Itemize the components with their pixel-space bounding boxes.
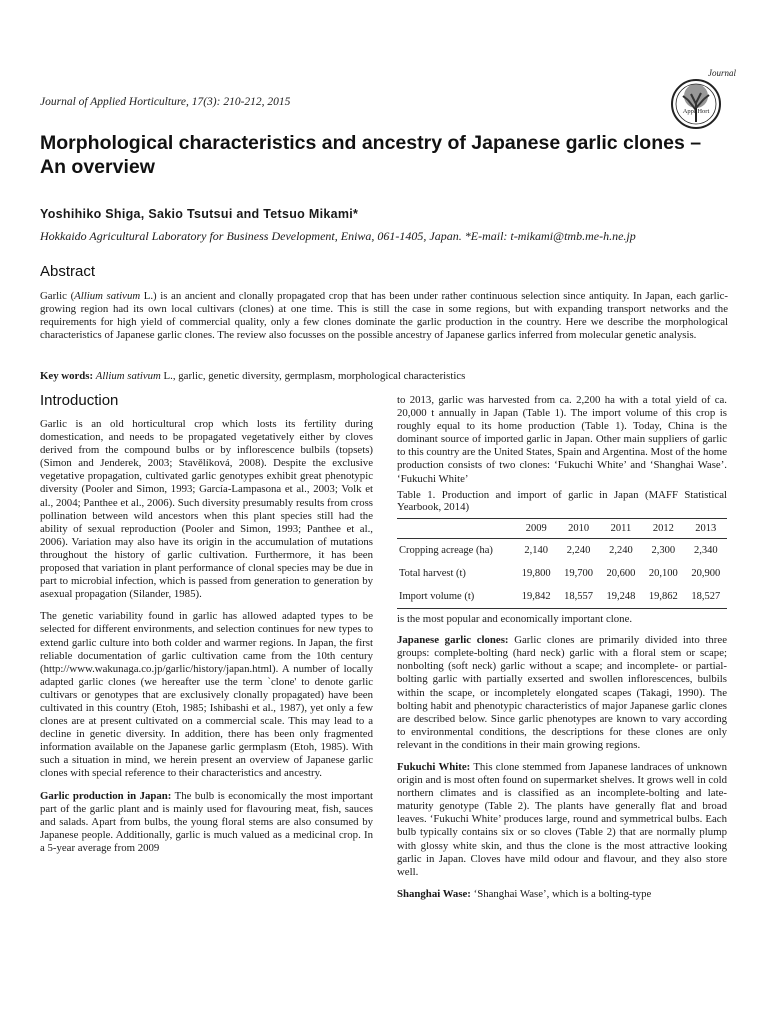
table-cell: 20,600 [606, 567, 636, 579]
table-header-year: 2011 [610, 522, 632, 534]
logo-appl-hort-text: Appl Hort [682, 108, 710, 115]
table-cell: 20,100 [648, 567, 678, 579]
table-cell: 18,527 [691, 590, 721, 602]
shanghai-wase-paragraph: Shanghai Wase: ‘Shanghai Wase’, which is a bolting-type [397, 887, 652, 900]
keywords: Key words: Allium sativum L., garlic, genetic diversity, germplasm, morphological characteristics [40, 370, 466, 382]
table-header-year: 2013 [695, 522, 717, 534]
table-header-year: 2010 [568, 522, 590, 534]
table-header-blank [397, 518, 515, 538]
author-list: Yoshihiko Shiga, Sakio Tsutsui and Tetsuo Mikami* [40, 207, 359, 221]
intro-paragraph-2: The genetic variability found in garlic has allowed adapted types to be selected for different environments, and selection continues for new types to extend garlic culture into both colder and warmer regions. In Japan, the first reliable documentation of garlic cultivation came from the 10th century (http://www.wakunaga.co.jp/garlic/history/japan.html). A number of locally adapted garlic clones (we hereafter use the term `clone' to denote garlic cultivars or genotypes that are exclusively clonally propagated) have been cultivated in this country (Etoh, 1985; Ishibashi et al., 1987), yet only a few clones are at present cultivated on a commercial scale. This may lead to a decline in genetic diversity. In addition, there has been only fragmented information available on the Japanese garlic germplasm (Etoh, 1985). With such a situation in mind, we herein present an overview of Japanese garlic clones with special reference to their characteristics and ancestry. [40, 610, 373, 780]
production-table [397, 518, 727, 609]
table-cell: 19,800 [521, 567, 551, 579]
table-row [397, 538, 727, 562]
table-cell: 19,700 [564, 567, 594, 579]
article-title: Morphological characteristics and ancestry of Japanese garlic clones – An overview [40, 132, 702, 178]
intro-paragraph-1: Garlic is an old horticultural crop which losts its fertility during domestication, and needs to be propagated vegetatively either by cloves derived from the compound bulbs or by inflorescence bulbils (topsets) (Simon and Jenderek, 2003; Stavělíková, 2008). Despite the exclusive vegetative propagation, cultivated garlic genotypes exhibit great phenotypic diversity (Pooler and Simon, 1993; García-Lampasona et al., 2003; Volk et al., 2004; Panthee et al., 2006). Such diversity presumably results from cross pollination between wild ancestors when this plant species still had the ability of sexual reproduction (Pooler and Simon, 1993; Panthee et al., 2006). Variation may also have its origin in the accumulation of mutations throughout the history of garlic cultivation. Furthermore, it has been proposed that variation in plant performance of clonal species may be due in part to microbial infection, which is passed from generation to generation by asexual propagation (Silander, 1985). [40, 418, 373, 601]
fukuchi-white-paragraph: Fukuchi White: This clone stemmed from Japanese landraces of unknown origin and is most often found on supermarket shelves. It grows well in cold northern climates and is classified as an incomplete-bolting and late-maturity genotype (Table 2). The plants have generally flat and broad leaves. ‘Fukuchi White’ produces large, round and symmetrical bulbs. Each bulb typically contains six or so cloves (Table 2) that are normally plump with glossy white skin, and thus the clone is the most attractive looking garlic in Japan. Cloves have mild odour and flavour, and they also store well. [397, 760, 727, 878]
table-header-year: 2012 [652, 522, 674, 534]
right-column [397, 394, 727, 910]
introduction-heading: Introduction [40, 392, 119, 409]
row-label: Cropping acreage (ha) [399, 544, 493, 556]
table-cell: 2,240 [609, 544, 633, 556]
table-cell: 19,248 [606, 590, 636, 602]
left-column [40, 418, 373, 864]
logo-journal-text: Journal [708, 68, 736, 78]
row-label: Total harvest (t) [399, 567, 466, 579]
table-cell: 18,557 [564, 590, 594, 602]
japanese-garlic-clones-paragraph: Japanese garlic clones: Garlic clones are primarily divided into three groups: complete-bolting (hard neck) garlic with a floral stem or scape; nonbolting (soft neck) garlic without a scape; and incomplete- or partial-bolting garlic with partially exserted and swollen inflorescences, bulbils within the scape, or incompletely elongated scapes (Takagi, 1990). The bolting habit and phenotypic characteristics of major Japanese garlic clones are described below. Since garlic phenotypes are known to vary according to environmental conditions, the descriptions for these clones are only relevant in the conditions in their main growing regions. [397, 634, 727, 751]
table-cell: 19,862 [648, 590, 678, 602]
table-cell: 2,340 [693, 544, 718, 556]
table-header-row [397, 518, 727, 538]
journal-citation: Journal of Applied Horticulture, 17(3): 210-212, 2015 [40, 96, 291, 108]
popular-clone-sentence: is the most popular and economically important clone. [397, 613, 633, 626]
journal-logo [664, 66, 736, 132]
table-caption: Table 1. Production and import of garlic in Japan (MAFF Statistical Yearbook, 2014) [397, 488, 727, 514]
table-row [397, 585, 727, 609]
table-cell: 2,300 [651, 544, 676, 556]
table-cell: 2,240 [566, 544, 591, 556]
row-label: Import volume (t) [399, 590, 475, 602]
abstract-text: Garlic (Allium sativum L.) is an ancient and clonally propagated crop that has been under rather continuous selection since antiquity. In Japan, each garlic-growing region had its own local cultivars (clones) at one time. This is still the case in some regions, but with expanding transport networks and the requirements for high yield of commercial quality, only a few clones dominate the garlic production in the country. Here we describe the morphological characteristics of Japanese garlic clones. The review also focusses on the possible ancestry of Japanese garlics inferred from molecular genetic analysis. [40, 290, 728, 342]
production-continued-paragraph: to 2013, garlic was harvested from ca. 2,200 ha with a total yield of ca. 20,000 t annually in Japan (Table 1). The import volume of this crop is roughly equal to its home production (Table 1). Today, China is the dominant source of imported garlic in Japan. Other main suppliers of garlic to this country are the United States, Spain and Argentina. Most of the home production consists of two clones: ‘Fukuchi White’ and ‘Shanghai Wase’. ‘Fukuchi White’ [397, 394, 727, 485]
table-row [397, 562, 727, 585]
table-header-year: 2009 [525, 522, 547, 534]
abstract-heading: Abstract [40, 263, 96, 280]
garlic-production-paragraph: Garlic production in Japan: The bulb is economically the most important part of the garlic plant and is mainly used for flavouring meat, fish, sauces and salads. Apart from bulbs, the young floral stems are also consumed by Japanese people. Additionally, garlic is much valued as a medicinal crop. In a 5-year average from 2009 [40, 789, 373, 854]
table-cell: 2,140 [524, 544, 548, 556]
table-cell: 20,900 [691, 567, 721, 579]
table-cell: 19,842 [521, 590, 551, 602]
affiliation: Hokkaido Agricultural Laboratory for Business Development, Eniwa, 061-1405, Japan. *E-mail: t-mikami@tmb.me-h.ne.jp [40, 229, 636, 243]
